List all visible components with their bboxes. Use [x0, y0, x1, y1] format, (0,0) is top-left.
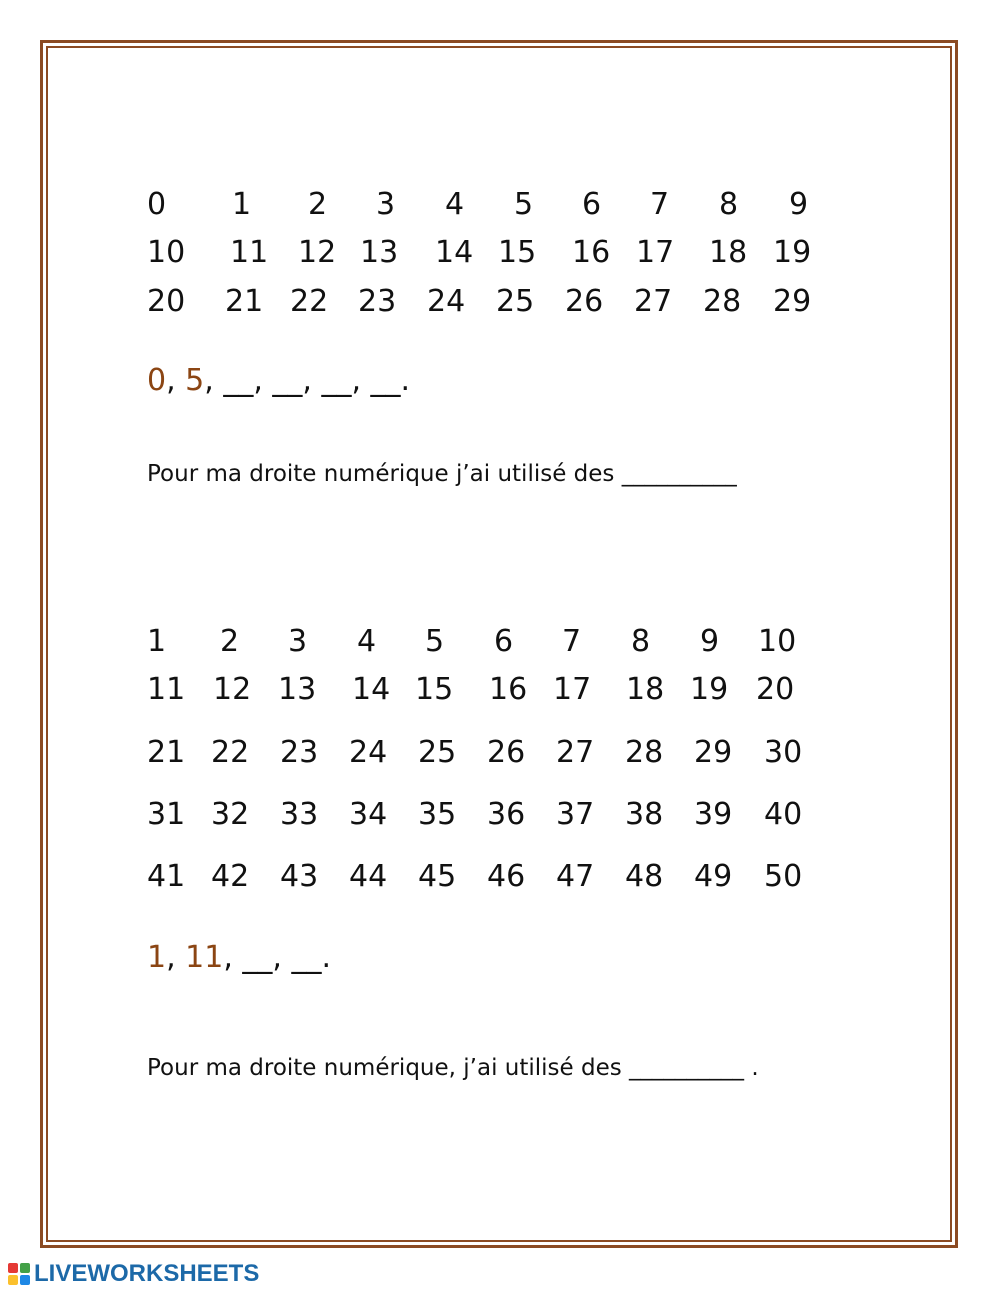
number-cell: 18: [709, 235, 748, 270]
sequence-given-value: 11: [185, 940, 224, 975]
sequence-separator: ,: [166, 363, 186, 398]
number-line-sentence-1[interactable]: Pour ma droite numérique j’ai utilisé des __________: [147, 461, 737, 487]
number-cell: 12: [298, 235, 337, 270]
number-cell: 3: [288, 624, 308, 659]
number-cell: 45: [418, 859, 457, 894]
number-cell: 35: [418, 797, 457, 832]
number-cell: 31: [147, 797, 186, 832]
number-cell: 23: [280, 735, 319, 770]
number-cell: 2: [308, 187, 328, 222]
number-cell: 10: [147, 235, 186, 270]
brand-wordmark: LIVEWORKSHEETS: [34, 1260, 260, 1287]
number-cell: 32: [211, 797, 250, 832]
number-cell: 14: [435, 235, 474, 270]
number-cell: 21: [147, 735, 186, 770]
number-cell: 34: [349, 797, 388, 832]
number-cell: 44: [349, 859, 388, 894]
number-cell: 2: [220, 624, 240, 659]
number-cell: 16: [572, 235, 611, 270]
number-cell: 24: [427, 284, 466, 319]
number-cell: 20: [147, 284, 186, 319]
number-cell: 38: [625, 797, 664, 832]
number-cell: 5: [425, 624, 445, 659]
number-cell: 19: [690, 672, 729, 707]
number-cell: 13: [278, 672, 317, 707]
number-cell: 49: [694, 859, 733, 894]
number-cell: 25: [496, 284, 535, 319]
number-cell: 37: [556, 797, 595, 832]
number-cell: 29: [694, 735, 733, 770]
number-cell: 41: [147, 859, 186, 894]
number-cell: 0: [147, 187, 167, 222]
number-cell: 15: [415, 672, 454, 707]
number-cell: 25: [418, 735, 457, 770]
sequence-blanks[interactable]: , __, __, __, __.: [204, 363, 411, 398]
number-cell: 11: [230, 235, 269, 270]
number-cell: 19: [773, 235, 812, 270]
number-cell: 36: [487, 797, 526, 832]
number-cell: 27: [634, 284, 673, 319]
number-cell: 1: [147, 624, 167, 659]
number-cell: 4: [357, 624, 377, 659]
number-cell: 7: [562, 624, 582, 659]
number-cell: 6: [494, 624, 514, 659]
number-cell: 26: [487, 735, 526, 770]
number-cell: 42: [211, 859, 250, 894]
sequence-blanks[interactable]: , __, __.: [223, 940, 332, 975]
number-cell: 14: [352, 672, 391, 707]
number-cell: 50: [764, 859, 803, 894]
number-cell: 28: [703, 284, 742, 319]
number-cell: 10: [758, 624, 797, 659]
number-cell: 22: [290, 284, 329, 319]
number-cell: 26: [565, 284, 604, 319]
number-cell: 8: [719, 187, 739, 222]
liveworksheets-footer[interactable]: [8, 1261, 259, 1287]
number-cell: 5: [514, 187, 534, 222]
number-cell: 17: [636, 235, 675, 270]
number-line-sentence-2[interactable]: Pour ma droite numérique, j’ai utilisé des __________ .: [147, 1055, 759, 1081]
number-cell: 28: [625, 735, 664, 770]
number-cell: 6: [582, 187, 602, 222]
number-cell: 1: [232, 187, 252, 222]
number-cell: 17: [553, 672, 592, 707]
skip-count-sequence-5: [147, 363, 411, 398]
number-cell: 9: [700, 624, 720, 659]
number-cell: 20: [756, 672, 795, 707]
number-cell: 7: [650, 187, 670, 222]
sequence-given-value: 1: [147, 940, 167, 975]
number-cell: 8: [631, 624, 651, 659]
number-cell: 47: [556, 859, 595, 894]
skip-count-sequence-10: [147, 940, 332, 975]
number-cell: 11: [147, 672, 186, 707]
number-cell: 15: [498, 235, 537, 270]
sequence-given-value: 0: [147, 363, 167, 398]
number-cell: 16: [489, 672, 528, 707]
number-cell: 4: [445, 187, 465, 222]
number-cell: 23: [358, 284, 397, 319]
number-cell: 33: [280, 797, 319, 832]
liveworksheets-logo-icon: [8, 1263, 30, 1285]
number-cell: 39: [694, 797, 733, 832]
number-cell: 3: [376, 187, 396, 222]
number-cell: 9: [789, 187, 809, 222]
number-cell: 21: [225, 284, 264, 319]
number-cell: 24: [349, 735, 388, 770]
number-cell: 40: [764, 797, 803, 832]
number-cell: 29: [773, 284, 812, 319]
number-cell: 22: [211, 735, 250, 770]
number-cell: 18: [626, 672, 665, 707]
number-cell: 30: [764, 735, 803, 770]
sequence-separator: ,: [166, 940, 186, 975]
number-cell: 12: [213, 672, 252, 707]
number-cell: 27: [556, 735, 595, 770]
number-cell: 48: [625, 859, 664, 894]
number-cell: 46: [487, 859, 526, 894]
number-cell: 43: [280, 859, 319, 894]
number-cell: 13: [360, 235, 399, 270]
sequence-given-value: 5: [185, 363, 205, 398]
